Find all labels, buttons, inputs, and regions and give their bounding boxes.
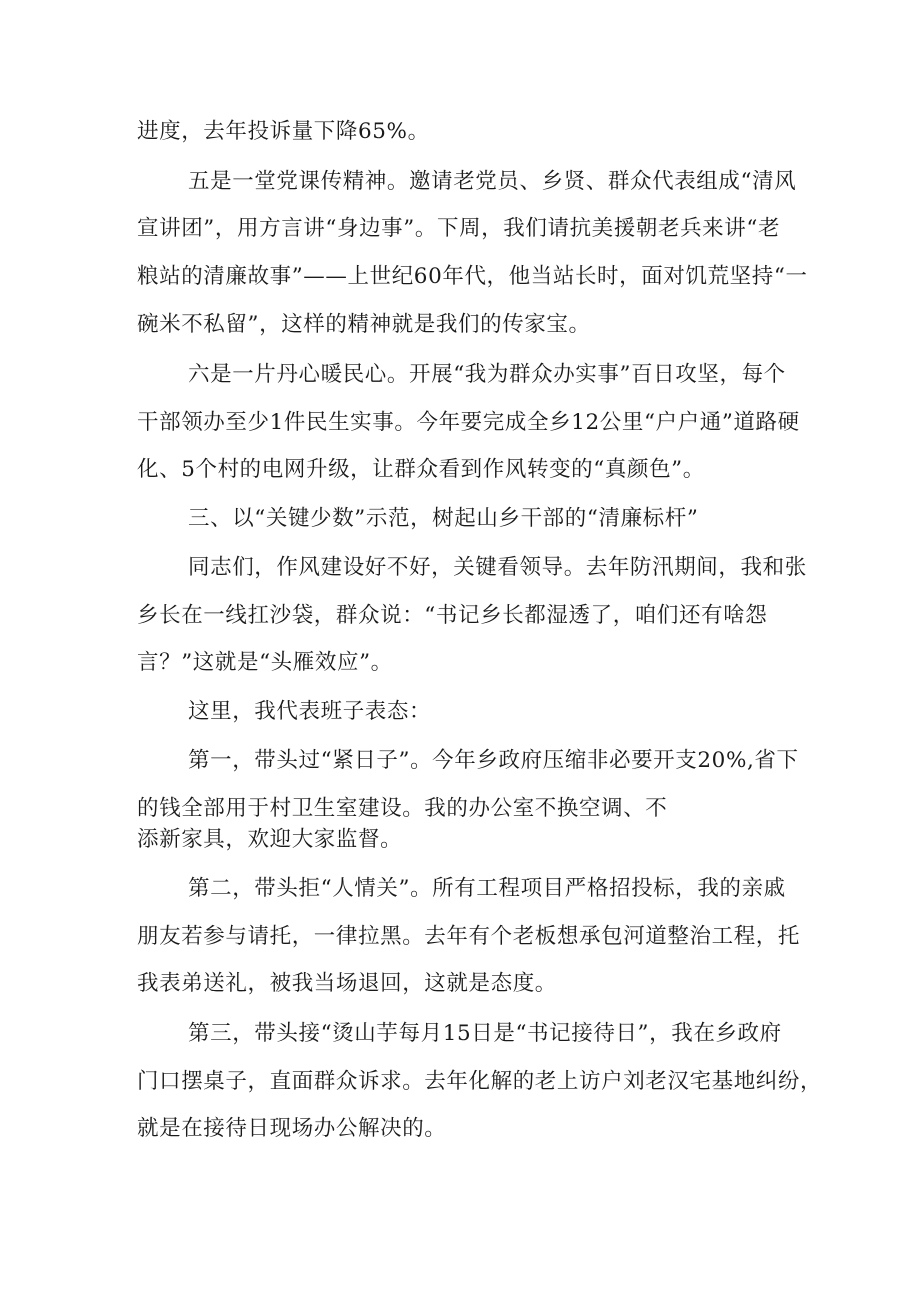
paragraph-first-line: 六是一片丹心暖民心。开展“我为群众办实事”百日攻坚，每个 [188, 362, 786, 387]
text-line: 朋友若参与请托，一律拉黑。去年有个老板想承包河道整治工程，托 [137, 924, 801, 949]
paragraph-first-line: 第三，带头接“烫山芋每月15日是“书记接待日”，我在乡政府 [188, 1021, 782, 1046]
text-line: 干部领办至少1件民生实事。今年要完成全乡12公里“户户通”道路硬 [137, 410, 800, 435]
text-line: 我表弟送礼，被我当场退回，这就是态度。 [137, 971, 557, 996]
text-line: 化、5个村的电网升级，让群众看到作风转变的“真颜色”。 [137, 457, 705, 482]
text-line: 宣讲团”，用方言讲“身边事”。下周，我们请抗美援朝老兵来讲“老 [137, 216, 781, 241]
text-line: 乡长在一线扛沙袋，群众说：“书记乡长都湿透了，咱们还有啥怨 [137, 603, 768, 628]
paragraph-first-line: 第一，带头过“紧日子”。今年乡政府压缩非必要开支20%,省下 [188, 748, 799, 773]
text-line: 进度，去年投诉量下降65%。 [137, 119, 430, 144]
text-line: 碗米不私留”，这样的精神就是我们的传家宝。 [137, 312, 591, 337]
text-line: 言？”这就是“头雁效应”。 [137, 650, 393, 675]
section-heading: 三、以“关键少数”示范，树起山乡干部的“清廉标杆” [188, 506, 699, 531]
paragraph-first-line: 这里，我代表班子表态： [188, 699, 432, 724]
text-line: 就是在接待日现场办公解决的。 [137, 1116, 447, 1141]
text-line: 添新家具，欢迎大家监督。 [137, 827, 403, 852]
paragraph-first-line: 同志们，作风建设好不好，关键看领导。去年防汛期间，我和张 [188, 555, 807, 580]
text-line: 粮站的清廉故事”——上世纪60年代，他当站长时，面对饥荒坚持“一 [137, 264, 808, 289]
text-line: 门口摆桌子，直面群众诉求。去年化解的老上访户刘老汉宅基地纠纷， [137, 1069, 823, 1094]
paragraph-first-line: 第二，带头拒“人情关”。所有工程项目严格招投标，我的亲戚 [188, 876, 786, 901]
paragraph-first-line: 五是一堂党课传精神。邀请老党员、乡贤、群众代表组成“清风 [188, 169, 797, 194]
text-line: 的钱全部用于村卫生室建设。我的办公室不换空调、不 [137, 796, 668, 821]
